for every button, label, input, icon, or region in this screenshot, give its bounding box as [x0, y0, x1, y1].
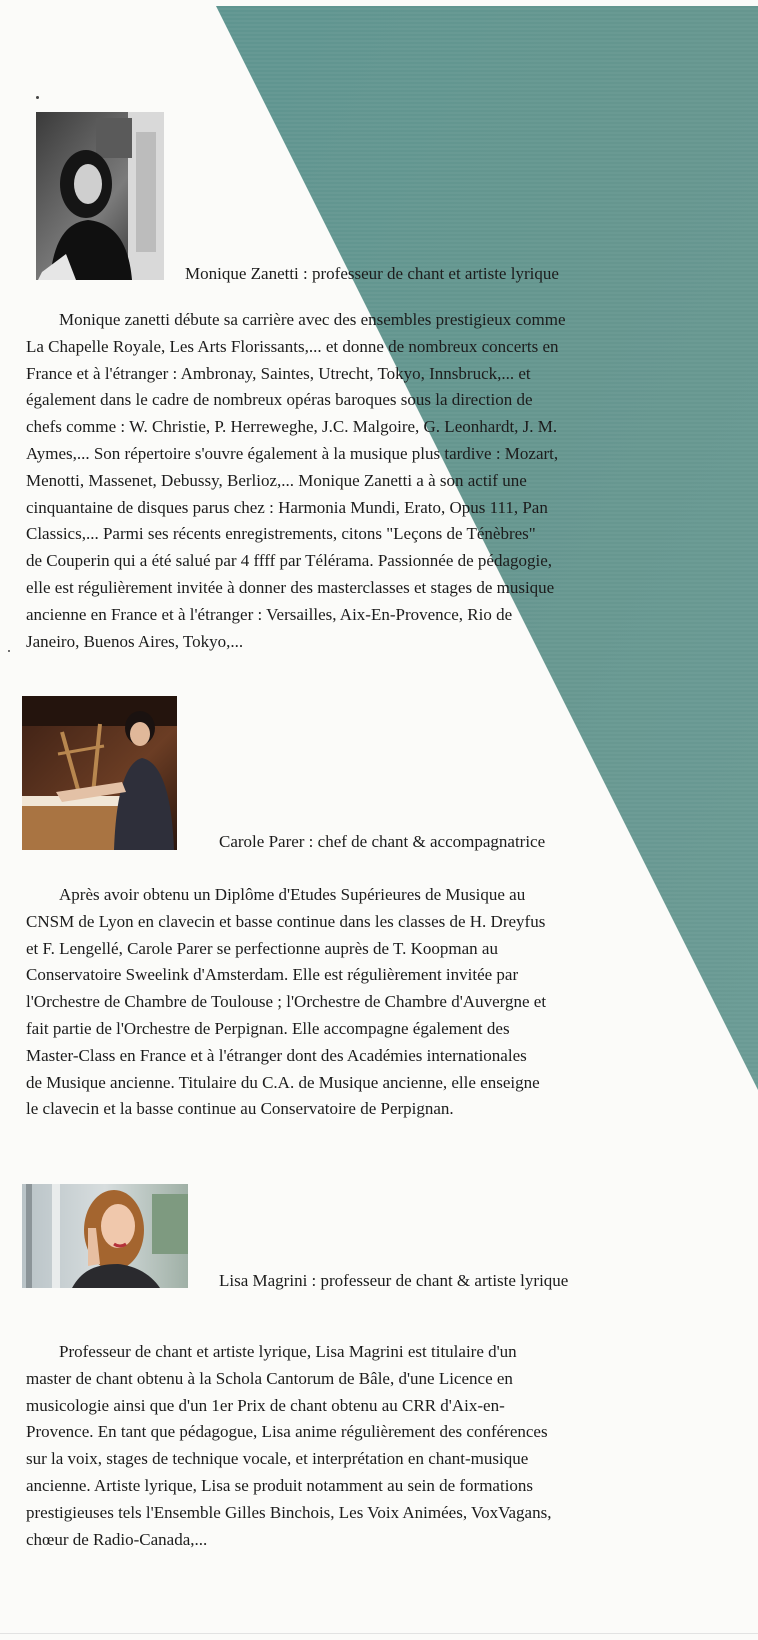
bio-line: également dans le cadre de nombreux opéras baroques sous la direction de — [26, 390, 533, 410]
bio-line: cinquantaine de disques parus chez : Harmonia Mundi, Erato, Opus 111, Pan — [26, 497, 548, 517]
portrait-photo-icon — [36, 112, 164, 280]
profile-bio — [26, 1339, 726, 1553]
bio-line: Classics,... Parmi ses récents enregistrements, citons "Leçons de Ténèbres" — [26, 524, 536, 544]
bio-line: Janeiro, Buenos Aires, Tokyo,... — [26, 631, 244, 651]
bio-line: de Couperin qui a été salué par 4 ffff par Télérama. Passionnée de pédagogie, — [26, 551, 553, 571]
portrait-photo-icon — [22, 1184, 188, 1288]
lisa-magrini-photo — [22, 1184, 188, 1288]
bio-line: Conservatoire Sweelink d'Amsterdam. Elle est régulièrement invitée par — [26, 965, 519, 985]
monique-zanetti-photo — [36, 112, 164, 280]
bio-line: Monique zanetti débute sa carrière avec des ensembles prestigieux comme — [59, 310, 566, 329]
profile-caption: Lisa Magrini : professeur de chant & artiste lyrique — [219, 1271, 569, 1290]
bio-line: Professeur de chant et artiste lyrique, Lisa Magrini est titulaire d'un — [59, 1342, 517, 1361]
bio-line: Après avoir obtenu un Diplôme d'Etudes Supérieures de Musique au — [59, 885, 526, 904]
bio-line: sur la voix, stages de technique vocale, et interprétation en chant-musique — [26, 1449, 529, 1469]
bio-line: Menotti, Massenet, Debussy, Berlioz,... Monique Zanetti a à son actif une — [26, 470, 527, 490]
page-bottom-edge — [0, 1633, 758, 1634]
bio-line: master de chant obtenu à la Schola Cantorum de Bâle, d'une Licence en — [26, 1368, 513, 1388]
speck-mark — [36, 96, 39, 99]
carole-parer-photo — [22, 696, 177, 850]
bio-line: l'Orchestre de Chambre de Toulouse ; l'Orchestre de Chambre d'Auvergne et — [26, 992, 547, 1012]
portrait-photo-icon — [22, 696, 177, 850]
bio-line: de Musique ancienne. Titulaire du C.A. de Musique ancienne, elle enseigne — [26, 1072, 540, 1092]
bio-line: CNSM de Lyon en clavecin et basse continue dans les classes de H. Dreyfus — [26, 911, 546, 931]
bio-line: chefs comme : W. Christie, P. Herreweghe, J.C. Malgoire, G. Leonhardt, J. M. — [26, 417, 558, 437]
profile-bio — [26, 882, 726, 1123]
bio-line: prestigieuses tels l'Ensemble Gilles Binchois, Les Voix Animées, VoxVagans, — [26, 1502, 552, 1522]
bio-line: et F. Lengellé, Carole Parer se perfectionne auprès de T. Koopman au — [26, 938, 498, 958]
bio-line: Provence. En tant que pédagogue, Lisa anime régulièrement des conférences — [26, 1422, 548, 1442]
bio-line: Master-Class en France et à l'étranger dont des Académies internationales — [26, 1045, 527, 1065]
bio-line: ancienne. Artiste lyrique, Lisa se produit notamment au sein de formations — [26, 1475, 534, 1495]
bio-line: Aymes,... Son répertoire s'ouvre également à la musique plus tardive : Mozart, — [26, 443, 559, 463]
bio-line: musicologie ainsi que d'un 1er Prix de chant obtenu au CRR d'Aix-en- — [26, 1395, 505, 1415]
profile-caption: Monique Zanetti : professeur de chant et artiste lyrique — [185, 264, 559, 283]
bio-line: ancienne en France et à l'étranger : Versailles, Aix-En-Provence, Rio de — [26, 604, 513, 624]
bio-line: France et à l'étranger : Ambronay, Saintes, Utrecht, Tokyo, Innsbruck,... et — [26, 363, 531, 383]
profile-caption: Carole Parer : chef de chant & accompagnatrice — [219, 832, 546, 851]
bio-line: fait partie de l'Orchestre de Perpignan. Elle accompagne également des — [26, 1018, 510, 1038]
bio-line: chœur de Radio-Canada,... — [26, 1529, 208, 1549]
bio-line: le clavecin et la basse continue au Conservatoire de Perpignan. — [26, 1099, 454, 1119]
bio-line: elle est régulièrement invitée à donner des masterclasses et stages de musique — [26, 577, 555, 597]
speck-mark — [8, 650, 10, 652]
profile-bio — [26, 307, 745, 655]
bio-line: La Chapelle Royale, Les Arts Florissants,... et donne de nombreux concerts en — [26, 336, 559, 356]
